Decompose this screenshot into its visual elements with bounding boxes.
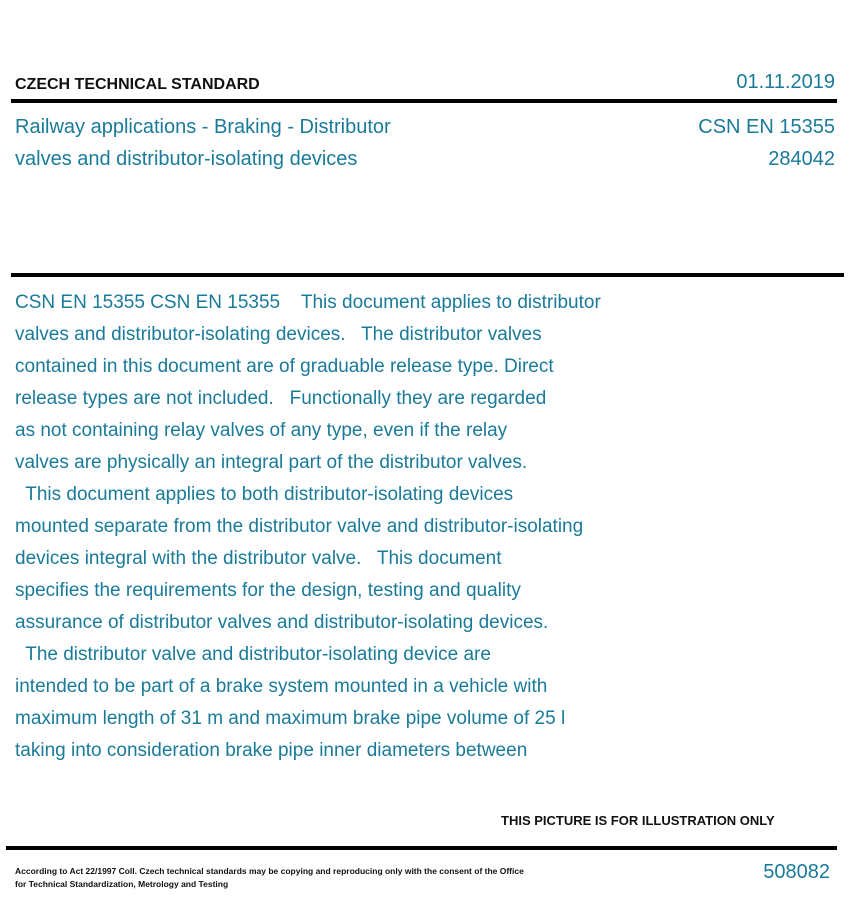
abstract-line: specifies the requirements for the design, testing and quality [15, 580, 521, 601]
title-line-1: Railway applications - Braking - Distributor [15, 116, 391, 138]
abstract-line: release types are not included. Functionally they are regarded [15, 388, 547, 409]
abstract-line: intended to be part of a brake system mounted in a vehicle with [15, 676, 548, 697]
title-divider [11, 273, 844, 277]
abstract-line: as not containing relay valves of any type, even if the relay [15, 420, 508, 441]
abstract-line: valves and distributor-isolating devices. The distributor valves [15, 324, 542, 345]
catalog-number: 284042 [768, 148, 835, 170]
abstract-line: This document applies to both distributor-isolating devices [15, 484, 514, 505]
standard-label: CZECH TECHNICAL STANDARD [15, 76, 260, 93]
abstract-line: The distributor valve and distributor-isolating device are [15, 644, 491, 665]
abstract-line: assurance of distributor valves and distributor-isolating devices. [15, 612, 549, 633]
abstract-line: contained in this document are of graduable release type. Direct [15, 356, 554, 377]
publication-date: 01.11.2019 [736, 71, 835, 93]
standard-code: CSN EN 15355 [698, 116, 835, 138]
footer-divider [6, 846, 837, 850]
legal-notice-line: According to Act 22/1997 Coll. Czech technical standards may be copying and reproducing only with the consent of the Office [15, 866, 524, 876]
header-divider [11, 99, 837, 103]
abstract-text [15, 287, 601, 767]
document-number: 508082 [763, 861, 830, 883]
abstract-line: mounted separate from the distributor valve and distributor-isolating [15, 516, 584, 537]
abstract-line: CSN EN 15355 CSN EN 15355 This document applies to distributor [15, 292, 601, 313]
abstract-line: taking into consideration brake pipe inner diameters between [15, 740, 528, 761]
abstract-line: valves are physically an integral part of the distributor valves. [15, 452, 528, 473]
title-line-2: valves and distributor-isolating devices [15, 148, 358, 170]
illustration-note: THIS PICTURE IS FOR ILLUSTRATION ONLY [501, 813, 775, 828]
legal-notice-line: for Technical Standardization, Metrology and Testing [15, 879, 229, 889]
legal-notice [15, 865, 524, 891]
abstract-line: maximum length of 31 m and maximum brake pipe volume of 25 l [15, 708, 566, 729]
abstract-line: devices integral with the distributor valve. This document [15, 548, 502, 569]
